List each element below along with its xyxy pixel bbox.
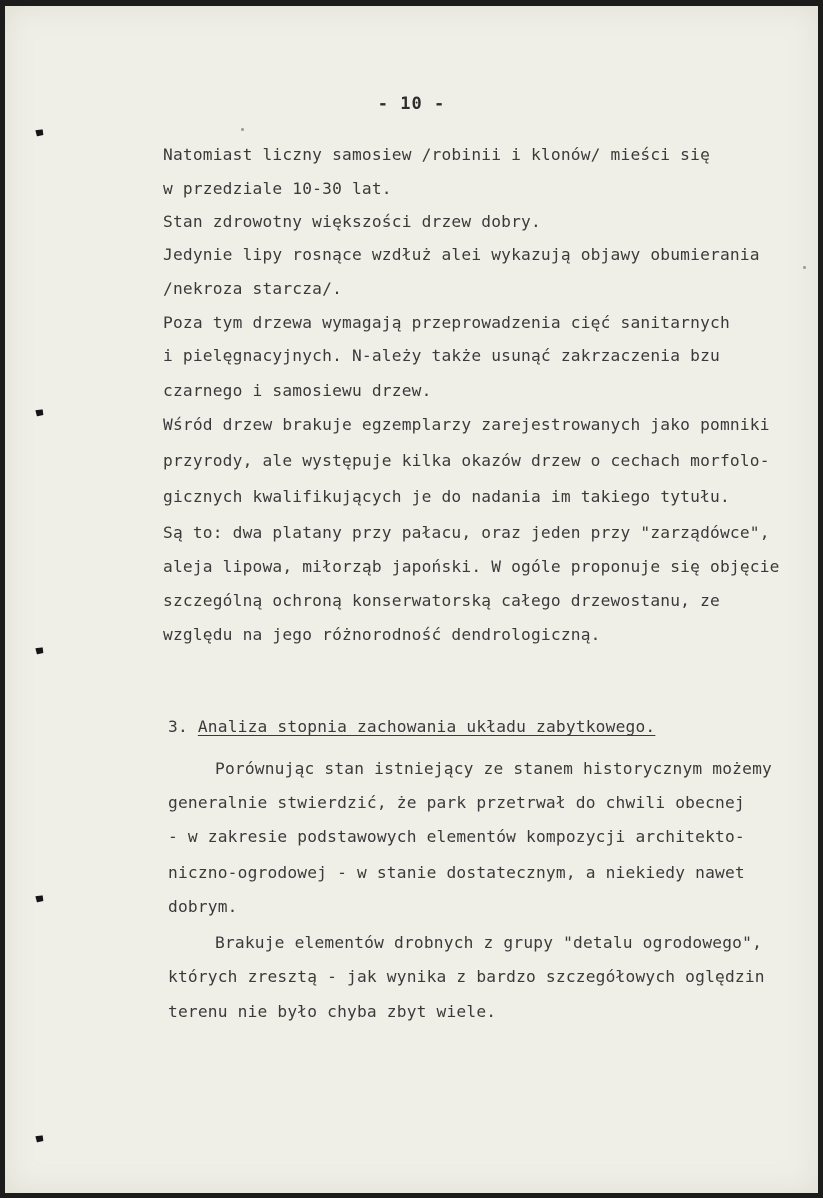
text-line: których zresztą - jak wynika z bardzo szczegółowych oględzin	[168, 967, 765, 986]
section-number: 3.	[168, 717, 188, 736]
text-line: /nekroza starcza/.	[163, 279, 343, 298]
text-line: i pielęgnacyjnych. N-ależy także usunąć zakrzaczenia bzu	[163, 346, 720, 365]
text-line: Poza tym drzewa wymagają przeprowadzenia cięć sanitarnych	[163, 313, 730, 332]
binding-hole-mark	[33, 892, 46, 905]
binding-hole-mark	[33, 406, 46, 419]
text-line: Porównując stan istniejący ze stanem historycznym możemy	[215, 759, 772, 778]
document-page	[5, 6, 818, 1193]
paper-speck	[803, 266, 806, 269]
text-line: Natomiast liczny samosiew /robinii i klonów/ mieści się	[163, 145, 711, 164]
text-line: Są to: dwa platany przy pałacu, oraz jeden przy "zarządówce",	[163, 523, 770, 542]
text-line: względu na jego różnorodność dendrologiczną.	[163, 625, 601, 644]
text-line: w przedziale 10-30 lat.	[163, 179, 392, 198]
text-line: czarnego i samosiewu drzew.	[163, 381, 432, 400]
text-line: przyrody, ale występuje kilka okazów drzew o cechach morfolo-	[163, 451, 770, 470]
text-line: Wśród drzew brakuje egzemplarzy zarejestrowanych jako pomniki	[163, 415, 770, 434]
binding-hole-mark	[33, 126, 46, 139]
text-line: Stan zdrowotny większości drzew dobry.	[163, 212, 541, 231]
section-title: Analiza stopnia zachowania układu zabytkowego.	[197, 717, 656, 736]
paper-speck	[241, 128, 244, 131]
text-line: Jedynie lipy rosnące wzdłuż alei wykazują objawy obumierania	[163, 245, 760, 264]
text-line: szczególną ochroną konserwatorską całego drzewostanu, ze	[163, 591, 720, 610]
text-line: terenu nie było chyba zbyt wiele.	[168, 1002, 497, 1021]
text-line: Brakuje elementów drobnych z grupy "detalu ogrodowego",	[215, 933, 763, 952]
text-line: niczno-ogrodowej - w stanie dostatecznym, a niekiedy nawet	[168, 863, 745, 882]
text-line: dobrym.	[168, 897, 238, 916]
binding-hole-mark	[33, 644, 46, 657]
text-line: aleja lipowa, miłorząb japoński. W ogóle proponuje się objęcie	[163, 557, 780, 576]
text-line: generalnie stwierdzić, że park przetrwał do chwili obecnej	[168, 793, 745, 812]
binding-hole-mark	[33, 1132, 46, 1145]
text-line: - w zakresie podstawowych elementów kompozycji architekto-	[168, 827, 745, 846]
page-number: - 10 -	[377, 94, 446, 114]
section-heading	[168, 716, 655, 738]
text-line: gicznych kwalifikujących je do nadania im takiego tytułu.	[163, 487, 730, 506]
